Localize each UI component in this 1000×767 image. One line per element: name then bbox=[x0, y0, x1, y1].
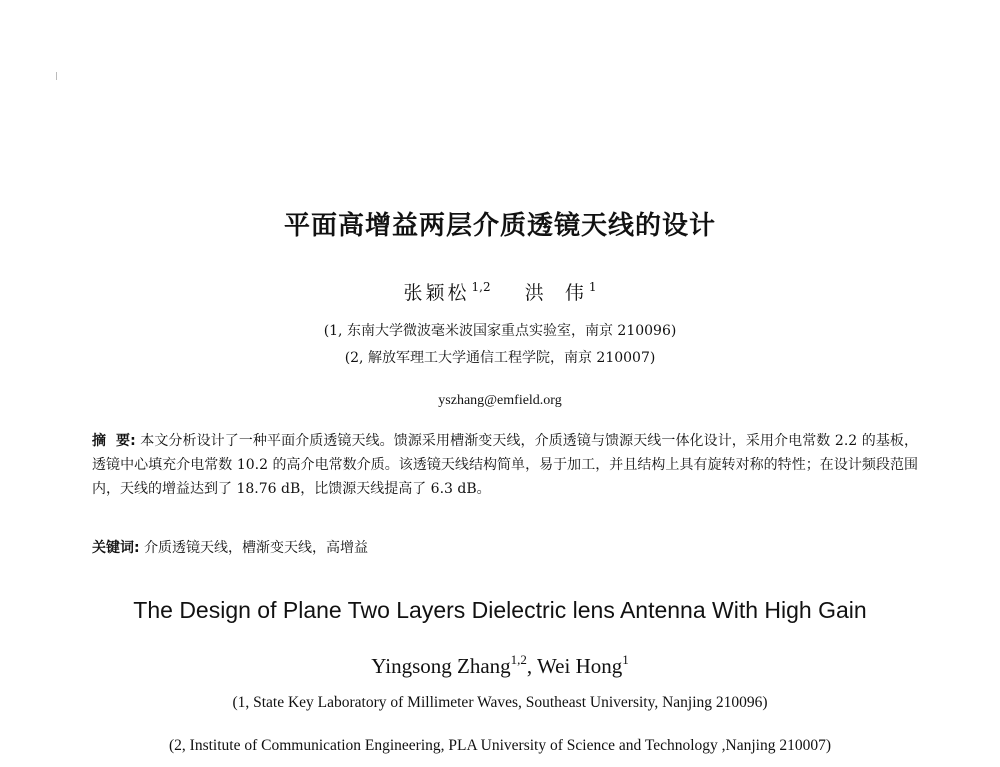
abstract-label: 摘 要: bbox=[92, 433, 136, 449]
english-title: The Design of Plane Two Layers Dielectric lens Antenna With High Gain bbox=[133, 597, 867, 623]
chinese-affiliation-1: (1, 东南大学微波毫米波国家重点实验室，南京 210096) bbox=[323, 323, 677, 339]
english-author-affiliation-mark: 1 bbox=[622, 652, 629, 667]
english-author-name: Yingsong Zhang bbox=[371, 654, 511, 678]
english-affiliation-2: (2, Institute of Communication Engineering, PLA University of Science and Technology ,Nanjing 210007) bbox=[169, 737, 831, 754]
english-author-affiliation-mark: 1,2 bbox=[510, 652, 527, 667]
author-separator: , bbox=[526, 654, 538, 678]
english-affiliation-1: (1, State Key Laboratory of Millimeter Waves, Southeast University, Nanjing 210096) bbox=[232, 694, 768, 711]
keywords-label: 关键词: bbox=[92, 540, 140, 556]
chinese-title: 平面高增益两层介质透镜天线的设计 bbox=[283, 211, 716, 241]
chinese-author-name: 洪 伟 bbox=[524, 282, 587, 304]
scan-speck bbox=[56, 72, 57, 80]
chinese-authors bbox=[0, 278, 1000, 305]
chinese-author-affiliation-mark: 1,2 bbox=[471, 280, 491, 294]
abstract-text: 本文分析设计了一种平面介质透镜天线。馈源采用槽渐变天线，介质透镜与馈源天线一体化设计，采用介电常数 2.2 的基板，透镜中心填充介电常数 10.2 的高介电常数介质。该透镜天线结构简单，易于加工，并且结构上具有旋转对称的特性；在设计频段范围内，天线的增益达到了 18.76 dB，比馈源天线提高了 6.3 dB。 bbox=[92, 433, 918, 497]
english-authors bbox=[0, 652, 1000, 679]
chinese-author-name: 张颖松 bbox=[403, 282, 470, 304]
english-author-name: Wei Hong bbox=[537, 654, 623, 678]
chinese-keywords bbox=[92, 537, 368, 557]
keywords-text: 介质透镜天线，槽渐变天线，高增益 bbox=[144, 540, 369, 556]
chinese-abstract bbox=[92, 429, 918, 501]
chinese-author-affiliation-mark: 1 bbox=[588, 280, 597, 294]
chinese-affiliation-2: (2, 解放军理工大学通信工程学院，南京 210007) bbox=[344, 350, 656, 366]
author-email: yszhang@emfield.org bbox=[438, 393, 562, 408]
